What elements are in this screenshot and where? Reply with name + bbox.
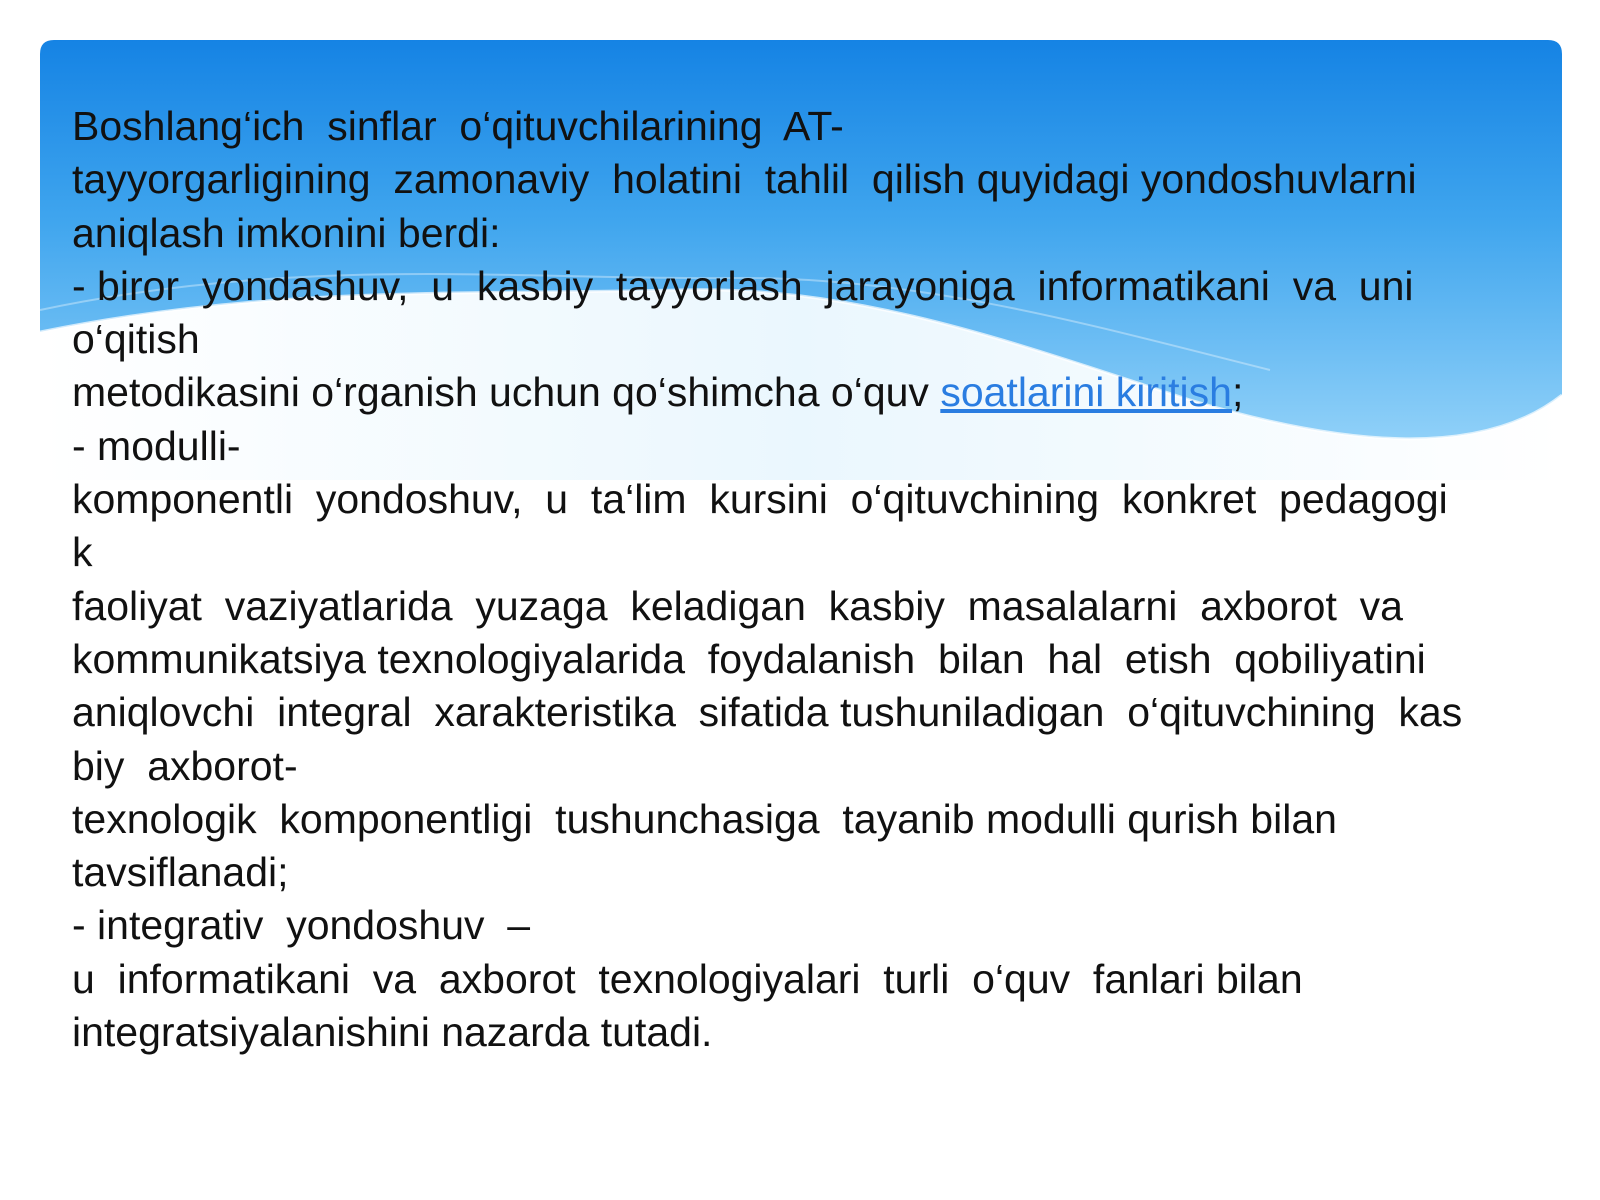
text-line: o‘qitish (72, 316, 200, 363)
text-line: biy axborot- (72, 742, 298, 789)
text-line: aniqlovchi integral xarakteristika sifatida tushuniladigan o‘qituvchining kas (72, 689, 1463, 736)
link-suffix: ; (1231, 369, 1244, 416)
text-line: u informatikani va axborot texnologiyalari turli o‘quv fanlari bilan (72, 955, 1303, 1002)
text-line: tavsiflanadi; (72, 849, 289, 896)
text-line: faoliyat vaziyatlarida yuzaga keladigan kasbiy masalalarni axborot va (72, 582, 1403, 629)
text-line: - modulli- (72, 422, 241, 469)
text-line: komponentli yondoshuv, u ta‘lim kursini o‘qituvchining konkret pedagogi (72, 476, 1448, 523)
soatlarini-kiritish-link[interactable]: soatlarini kiritish (940, 369, 1232, 416)
slide-body-text (72, 100, 1562, 1059)
text-line: tayyorgarligining zamonaviy holatini tahlil qilish quyidagi yondoshuvlarni (72, 156, 1417, 203)
text-line: metodikasini o‘rganish uchun qo‘shimcha o‘quv (72, 369, 941, 416)
text-line: kommunikatsiya texnologiyalarida foydalanish bilan hal etish qobiliyatini (72, 635, 1426, 682)
text-line: - biror yondashuv, u kasbiy tayyorlash jarayoniga informatikani va uni (72, 262, 1414, 309)
text-line: aniqlash imkonini berdi: (72, 209, 501, 256)
text-line: k (72, 529, 93, 576)
text-line: texnologik komponentligi tushunchasiga tayanib modulli qurish bilan (72, 795, 1337, 842)
text-line: - integrativ yondoshuv – (72, 902, 531, 949)
text-line: Boshlang‘ich sinflar o‘qituvchilarining AT- (72, 103, 844, 149)
text-line: integratsiyalanishini nazarda tutadi. (72, 1009, 713, 1056)
